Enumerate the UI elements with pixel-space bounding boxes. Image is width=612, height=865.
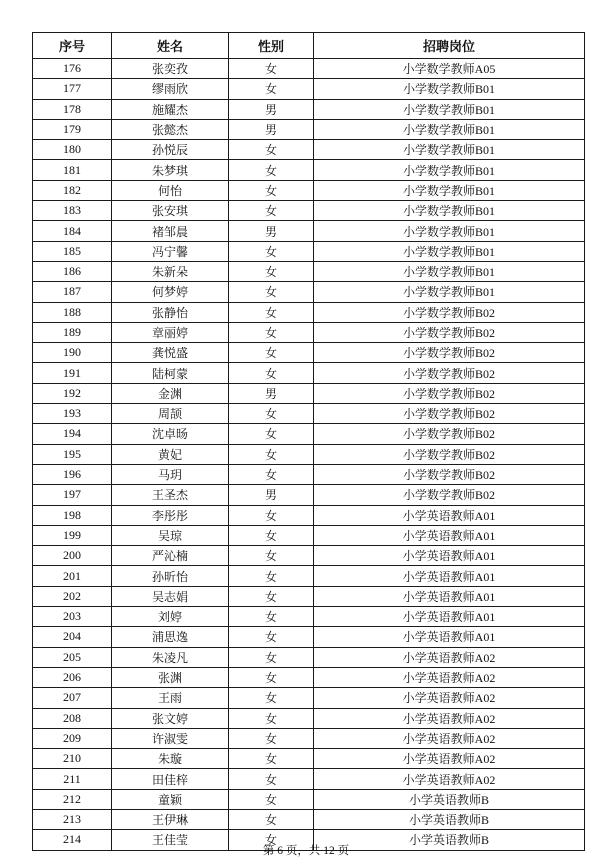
cell-position: 小学英语教师A02 bbox=[314, 688, 585, 708]
cell-name: 王伊琳 bbox=[112, 809, 229, 829]
cell-gender: 男 bbox=[229, 119, 314, 139]
cell-gender: 女 bbox=[229, 160, 314, 180]
cell-number: 193 bbox=[33, 404, 112, 424]
cell-gender: 女 bbox=[229, 444, 314, 464]
table-row bbox=[33, 424, 585, 444]
cell-position: 小学数学教师B01 bbox=[314, 241, 585, 261]
cell-gender: 女 bbox=[229, 789, 314, 809]
table-row bbox=[33, 647, 585, 667]
cell-position: 小学数学教师A05 bbox=[314, 59, 585, 79]
cell-position: 小学英语教师A01 bbox=[314, 586, 585, 606]
table-row bbox=[33, 667, 585, 687]
table-row bbox=[33, 302, 585, 322]
cell-number: 205 bbox=[33, 647, 112, 667]
table-row bbox=[33, 241, 585, 261]
table-row bbox=[33, 201, 585, 221]
table-row bbox=[33, 505, 585, 525]
table-row bbox=[33, 404, 585, 424]
cell-gender: 女 bbox=[229, 363, 314, 383]
cell-name: 缪雨欣 bbox=[112, 79, 229, 99]
cell-name: 张静怡 bbox=[112, 302, 229, 322]
cell-number: 196 bbox=[33, 464, 112, 484]
cell-gender: 女 bbox=[229, 201, 314, 221]
cell-position: 小学英语教师B bbox=[314, 789, 585, 809]
cell-number: 177 bbox=[33, 79, 112, 99]
cell-position: 小学数学教师B02 bbox=[314, 383, 585, 403]
cell-gender: 女 bbox=[229, 525, 314, 545]
cell-name: 孙昕怡 bbox=[112, 566, 229, 586]
cell-number: 182 bbox=[33, 180, 112, 200]
cell-name: 张渊 bbox=[112, 667, 229, 687]
cell-number: 183 bbox=[33, 201, 112, 221]
column-header-name: 姓名 bbox=[112, 33, 229, 59]
cell-name: 冯宁馨 bbox=[112, 241, 229, 261]
cell-gender: 女 bbox=[229, 809, 314, 829]
cell-position: 小学英语教师B bbox=[314, 830, 585, 850]
table-row bbox=[33, 282, 585, 302]
cell-name: 马玥 bbox=[112, 464, 229, 484]
cell-gender: 男 bbox=[229, 99, 314, 119]
cell-position: 小学英语教师B bbox=[314, 809, 585, 829]
cell-position: 小学数学教师B01 bbox=[314, 282, 585, 302]
cell-name: 吴志娟 bbox=[112, 586, 229, 606]
cell-number: 180 bbox=[33, 140, 112, 160]
cell-number: 197 bbox=[33, 485, 112, 505]
cell-name: 龚悦盛 bbox=[112, 343, 229, 363]
cell-name: 何梦婷 bbox=[112, 282, 229, 302]
cell-number: 211 bbox=[33, 769, 112, 789]
cell-name: 张懿杰 bbox=[112, 119, 229, 139]
cell-name: 王佳莹 bbox=[112, 830, 229, 850]
cell-position: 小学英语教师A01 bbox=[314, 505, 585, 525]
cell-number: 201 bbox=[33, 566, 112, 586]
table-row bbox=[33, 769, 585, 789]
cell-number: 209 bbox=[33, 728, 112, 748]
cell-position: 小学英语教师A02 bbox=[314, 708, 585, 728]
cell-name: 朱新朵 bbox=[112, 261, 229, 281]
cell-gender: 女 bbox=[229, 404, 314, 424]
cell-name: 田佳梓 bbox=[112, 769, 229, 789]
table-row bbox=[33, 160, 585, 180]
cell-number: 181 bbox=[33, 160, 112, 180]
table-row bbox=[33, 322, 585, 342]
cell-position: 小学数学教师B02 bbox=[314, 404, 585, 424]
table-row bbox=[33, 586, 585, 606]
table-row bbox=[33, 566, 585, 586]
table-row bbox=[33, 343, 585, 363]
cell-gender: 女 bbox=[229, 261, 314, 281]
cell-number: 187 bbox=[33, 282, 112, 302]
table-row bbox=[33, 180, 585, 200]
table-row bbox=[33, 627, 585, 647]
column-header-gender: 性别 bbox=[229, 33, 314, 59]
cell-name: 章丽婷 bbox=[112, 322, 229, 342]
table-row bbox=[33, 221, 585, 241]
cell-number: 190 bbox=[33, 343, 112, 363]
cell-gender: 女 bbox=[229, 708, 314, 728]
cell-position: 小学数学教师B02 bbox=[314, 444, 585, 464]
table-row bbox=[33, 688, 585, 708]
table-row bbox=[33, 99, 585, 119]
table-row bbox=[33, 789, 585, 809]
table-row bbox=[33, 464, 585, 484]
cell-position: 小学数学教师B02 bbox=[314, 302, 585, 322]
cell-gender: 男 bbox=[229, 221, 314, 241]
cell-number: 188 bbox=[33, 302, 112, 322]
cell-gender: 女 bbox=[229, 505, 314, 525]
cell-gender: 女 bbox=[229, 140, 314, 160]
cell-gender: 女 bbox=[229, 566, 314, 586]
cell-gender: 女 bbox=[229, 607, 314, 627]
table-row bbox=[33, 728, 585, 748]
cell-name: 周颉 bbox=[112, 404, 229, 424]
cell-position: 小学数学教师B01 bbox=[314, 119, 585, 139]
cell-name: 许淑雯 bbox=[112, 728, 229, 748]
cell-number: 191 bbox=[33, 363, 112, 383]
cell-position: 小学英语教师A02 bbox=[314, 769, 585, 789]
cell-name: 刘婷 bbox=[112, 607, 229, 627]
cell-gender: 女 bbox=[229, 282, 314, 302]
cell-number: 185 bbox=[33, 241, 112, 261]
cell-number: 203 bbox=[33, 607, 112, 627]
recruitment-roster-table bbox=[32, 32, 585, 851]
cell-name: 何怡 bbox=[112, 180, 229, 200]
table-row bbox=[33, 607, 585, 627]
cell-gender: 女 bbox=[229, 728, 314, 748]
cell-number: 199 bbox=[33, 525, 112, 545]
cell-position: 小学数学教师B01 bbox=[314, 99, 585, 119]
cell-position: 小学英语教师A02 bbox=[314, 728, 585, 748]
cell-name: 黄妃 bbox=[112, 444, 229, 464]
cell-number: 213 bbox=[33, 809, 112, 829]
cell-number: 194 bbox=[33, 424, 112, 444]
cell-gender: 女 bbox=[229, 627, 314, 647]
cell-name: 褚邹晨 bbox=[112, 221, 229, 241]
cell-position: 小学英语教师A02 bbox=[314, 667, 585, 687]
cell-name: 朱璇 bbox=[112, 749, 229, 769]
cell-number: 189 bbox=[33, 322, 112, 342]
cell-number: 207 bbox=[33, 688, 112, 708]
cell-name: 吴琼 bbox=[112, 525, 229, 545]
cell-name: 李彤彤 bbox=[112, 505, 229, 525]
cell-gender: 女 bbox=[229, 464, 314, 484]
cell-gender: 女 bbox=[229, 79, 314, 99]
cell-position: 小学英语教师A01 bbox=[314, 525, 585, 545]
cell-gender: 女 bbox=[229, 769, 314, 789]
table-row bbox=[33, 546, 585, 566]
cell-name: 王雨 bbox=[112, 688, 229, 708]
cell-position: 小学数学教师B01 bbox=[314, 160, 585, 180]
table-header-row bbox=[33, 33, 585, 59]
cell-position: 小学英语教师A01 bbox=[314, 607, 585, 627]
cell-name: 朱凌凡 bbox=[112, 647, 229, 667]
cell-name: 孙悦辰 bbox=[112, 140, 229, 160]
cell-gender: 女 bbox=[229, 830, 314, 850]
table-body bbox=[33, 59, 585, 851]
cell-position: 小学英语教师A01 bbox=[314, 546, 585, 566]
cell-number: 179 bbox=[33, 119, 112, 139]
cell-number: 200 bbox=[33, 546, 112, 566]
cell-position: 小学数学教师B02 bbox=[314, 363, 585, 383]
table-row bbox=[33, 485, 585, 505]
cell-gender: 女 bbox=[229, 586, 314, 606]
cell-position: 小学数学教师B02 bbox=[314, 424, 585, 444]
cell-position: 小学数学教师B01 bbox=[314, 261, 585, 281]
cell-gender: 女 bbox=[229, 424, 314, 444]
cell-number: 184 bbox=[33, 221, 112, 241]
cell-number: 176 bbox=[33, 59, 112, 79]
cell-gender: 女 bbox=[229, 688, 314, 708]
cell-gender: 女 bbox=[229, 322, 314, 342]
cell-number: 208 bbox=[33, 708, 112, 728]
cell-name: 浦思逸 bbox=[112, 627, 229, 647]
cell-number: 206 bbox=[33, 667, 112, 687]
cell-gender: 女 bbox=[229, 241, 314, 261]
table-row bbox=[33, 708, 585, 728]
cell-position: 小学数学教师B02 bbox=[314, 485, 585, 505]
cell-position: 小学数学教师B01 bbox=[314, 201, 585, 221]
cell-gender: 女 bbox=[229, 343, 314, 363]
cell-number: 198 bbox=[33, 505, 112, 525]
cell-position: 小学数学教师B01 bbox=[314, 79, 585, 99]
cell-gender: 女 bbox=[229, 180, 314, 200]
cell-number: 195 bbox=[33, 444, 112, 464]
cell-name: 严沁楠 bbox=[112, 546, 229, 566]
cell-number: 178 bbox=[33, 99, 112, 119]
cell-name: 张奕孜 bbox=[112, 59, 229, 79]
table-row bbox=[33, 749, 585, 769]
cell-gender: 男 bbox=[229, 485, 314, 505]
cell-gender: 女 bbox=[229, 647, 314, 667]
table-row bbox=[33, 383, 585, 403]
cell-number: 186 bbox=[33, 261, 112, 281]
table-row bbox=[33, 140, 585, 160]
cell-name: 童颖 bbox=[112, 789, 229, 809]
cell-name: 朱梦琪 bbox=[112, 160, 229, 180]
table-row bbox=[33, 79, 585, 99]
cell-number: 212 bbox=[33, 789, 112, 809]
cell-position: 小学数学教师B02 bbox=[314, 464, 585, 484]
column-header-position: 招聘岗位 bbox=[314, 33, 585, 59]
cell-name: 张安琪 bbox=[112, 201, 229, 221]
cell-position: 小学数学教师B01 bbox=[314, 140, 585, 160]
cell-position: 小学英语教师A02 bbox=[314, 647, 585, 667]
cell-name: 王圣杰 bbox=[112, 485, 229, 505]
table-row bbox=[33, 525, 585, 545]
table-row bbox=[33, 261, 585, 281]
cell-position: 小学数学教师B02 bbox=[314, 343, 585, 363]
cell-position: 小学数学教师B02 bbox=[314, 322, 585, 342]
cell-name: 沈卓旸 bbox=[112, 424, 229, 444]
cell-position: 小学英语教师A01 bbox=[314, 566, 585, 586]
cell-gender: 女 bbox=[229, 667, 314, 687]
cell-position: 小学数学教师B01 bbox=[314, 180, 585, 200]
cell-name: 金渊 bbox=[112, 383, 229, 403]
cell-gender: 女 bbox=[229, 546, 314, 566]
page-number-footer: 第 6 页，共 12 页 bbox=[262, 845, 350, 857]
cell-name: 陆柯蒙 bbox=[112, 363, 229, 383]
cell-position: 小学英语教师A02 bbox=[314, 749, 585, 769]
table-row bbox=[33, 59, 585, 79]
cell-position: 小学数学教师B01 bbox=[314, 221, 585, 241]
cell-gender: 女 bbox=[229, 749, 314, 769]
cell-number: 210 bbox=[33, 749, 112, 769]
table-row bbox=[33, 363, 585, 383]
table-row bbox=[33, 444, 585, 464]
cell-number: 204 bbox=[33, 627, 112, 647]
table-row bbox=[33, 119, 585, 139]
cell-name: 张文婷 bbox=[112, 708, 229, 728]
cell-name: 施耀杰 bbox=[112, 99, 229, 119]
table-row bbox=[33, 809, 585, 829]
cell-gender: 女 bbox=[229, 302, 314, 322]
cell-position: 小学英语教师A01 bbox=[314, 627, 585, 647]
cell-gender: 女 bbox=[229, 59, 314, 79]
column-header-number: 序号 bbox=[33, 33, 112, 59]
cell-number: 214 bbox=[33, 830, 112, 850]
cell-gender: 男 bbox=[229, 383, 314, 403]
cell-number: 192 bbox=[33, 383, 112, 403]
cell-number: 202 bbox=[33, 586, 112, 606]
